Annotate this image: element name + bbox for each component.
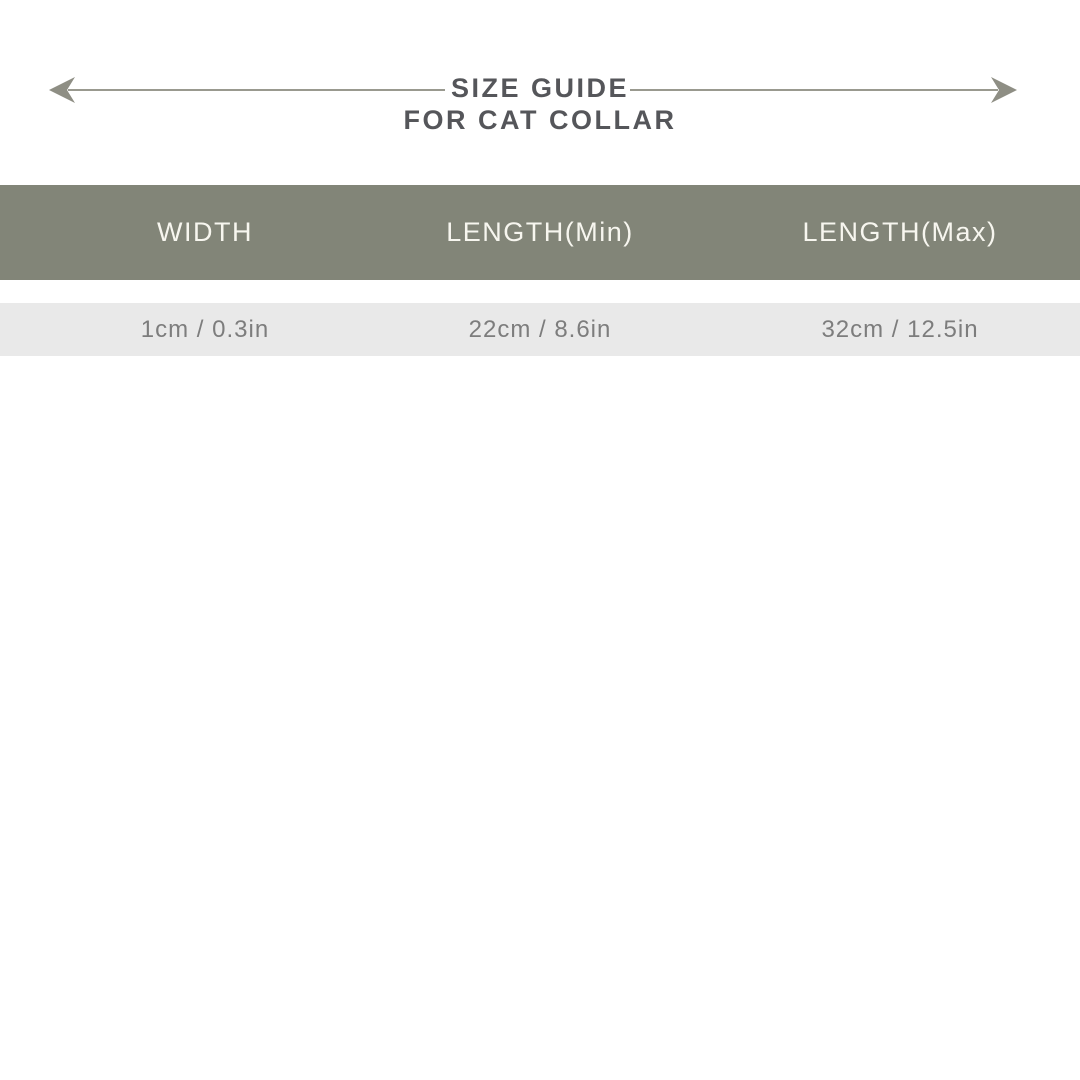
column-header-length-min: LENGTH(Min) — [446, 217, 634, 247]
row-divider — [0, 280, 1080, 303]
column-header-length-max: LENGTH(Max) — [802, 217, 998, 247]
cell-width-value: 1cm / 0.3in — [140, 315, 270, 343]
table-header-row — [0, 185, 1080, 280]
right-arrow-icon — [630, 76, 1018, 109]
size-table — [0, 185, 1080, 356]
cell-length-max-value: 32cm / 12.5in — [821, 315, 979, 343]
page-subtitle: FOR CAT COLLAR — [403, 105, 677, 135]
table-row — [0, 303, 1080, 356]
page-title: SIZE GUIDE — [450, 73, 630, 103]
column-header-width: WIDTH — [157, 217, 253, 247]
cell-length-min-value: 22cm / 8.6in — [468, 315, 612, 343]
title-area — [0, 0, 1080, 170]
